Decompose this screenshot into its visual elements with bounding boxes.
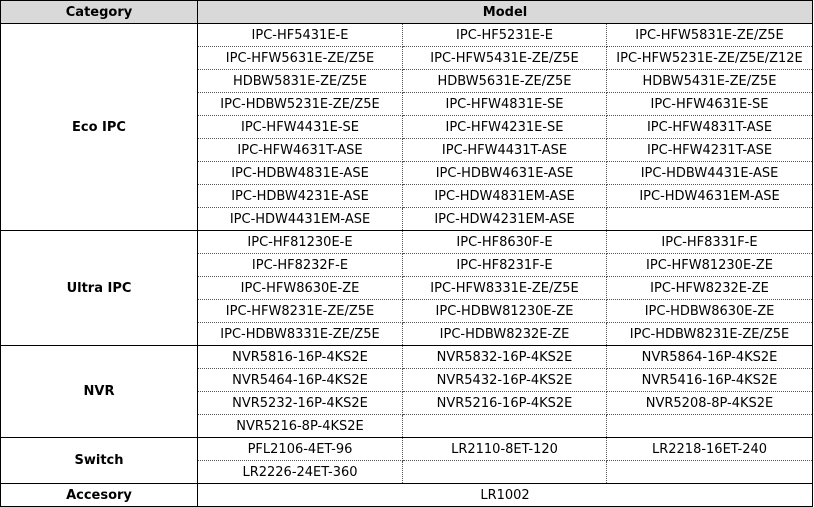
- accessory-row: [1, 484, 813, 507]
- model-cell: IPC-HDW4231EM-ASE: [403, 208, 607, 231]
- table-row: [1, 346, 813, 369]
- model-cell: IPC-HDBW4631E-ASE: [403, 162, 607, 185]
- model-cell: IPC-HFW81230E-ZE: [607, 254, 813, 277]
- table-row: [1, 24, 813, 47]
- model-cell: HDBW5631E-ZE/Z5E: [403, 70, 607, 93]
- model-cell: [607, 415, 813, 438]
- model-cell: IPC-HF8231F-E: [403, 254, 607, 277]
- model-cell: IPC-HDBW4831E-ASE: [198, 162, 403, 185]
- model-cell: IPC-HFW5231E-ZE/Z5E/Z12E: [607, 47, 813, 70]
- model-cell: IPC-HDW4831EM-ASE: [403, 185, 607, 208]
- model-cell: NVR5816-16P-4KS2E: [198, 346, 403, 369]
- model-cell: NVR5864-16P-4KS2E: [607, 346, 813, 369]
- model-cell: IPC-HFW4431E-SE: [198, 116, 403, 139]
- model-cell: NVR5416-16P-4KS2E: [607, 369, 813, 392]
- model-cell: IPC-HF8630F-E: [403, 231, 607, 254]
- table-body: [1, 1, 813, 507]
- model-cell: IPC-HFW8231E-ZE/Z5E: [198, 300, 403, 323]
- model-cell: NVR5216-16P-4KS2E: [403, 392, 607, 415]
- model-cell: IPC-HFW4431T-ASE: [403, 139, 607, 162]
- category-cell: NVR: [1, 346, 198, 438]
- model-cell: IPC-HFW8232E-ZE: [607, 277, 813, 300]
- model-cell: IPC-HFW4631T-ASE: [198, 139, 403, 162]
- header-row: [1, 1, 813, 24]
- model-cell: IPC-HDW4631EM-ASE: [607, 185, 813, 208]
- model-cell: IPC-HF8331F-E: [607, 231, 813, 254]
- model-cell: IPC-HFW4631E-SE: [607, 93, 813, 116]
- model-cell: IPC-HDW4431EM-ASE: [198, 208, 403, 231]
- model-cell: IPC-HDBW8232E-ZE: [403, 323, 607, 346]
- model-cell: PFL2106-4ET-96: [198, 438, 403, 461]
- model-cell: NVR5832-16P-4KS2E: [403, 346, 607, 369]
- model-cell: LR2218-16ET-240: [607, 438, 813, 461]
- model-cell: IPC-HFW4231T-ASE: [607, 139, 813, 162]
- model-cell: IPC-HDBW4431E-ASE: [607, 162, 813, 185]
- table-row: [1, 438, 813, 461]
- model-cell: [607, 461, 813, 484]
- model-cell: IPC-HDBW4231E-ASE: [198, 185, 403, 208]
- model-cell: LR2110-8ET-120: [403, 438, 607, 461]
- model-cell: HDBW5431E-ZE/Z5E: [607, 70, 813, 93]
- model-cell: NVR5216-8P-4KS2E: [198, 415, 403, 438]
- model-cell: [607, 208, 813, 231]
- model-cell: IPC-HDBW8630E-ZE: [607, 300, 813, 323]
- model-cell: IPC-HFW5831E-ZE/Z5E: [607, 24, 813, 47]
- model-cell: LR1002: [198, 484, 813, 507]
- model-cell: IPC-HDBW5231E-ZE/Z5E: [198, 93, 403, 116]
- model-cell: NVR5432-16P-4KS2E: [403, 369, 607, 392]
- model-cell: IPC-HFW5631E-ZE/Z5E: [198, 47, 403, 70]
- model-cell: IPC-HFW5431E-ZE/Z5E: [403, 47, 607, 70]
- model-cell: IPC-HF5231E-E: [403, 24, 607, 47]
- model-header: Model: [198, 1, 813, 24]
- model-cell: IPC-HF5431E-E: [198, 24, 403, 47]
- model-cell: NVR5232-16P-4KS2E: [198, 392, 403, 415]
- model-cell: IPC-HFW4831T-ASE: [607, 116, 813, 139]
- category-cell: Switch: [1, 438, 198, 484]
- category-cell: Accesory: [1, 484, 198, 507]
- model-cell: IPC-HDBW8331E-ZE/Z5E: [198, 323, 403, 346]
- model-cell: IPC-HFW4831E-SE: [403, 93, 607, 116]
- model-cell: IPC-HFW8331E-ZE/Z5E: [403, 277, 607, 300]
- table-row: [1, 231, 813, 254]
- model-cell: [403, 415, 607, 438]
- model-cell: IPC-HDBW8231E-ZE/Z5E: [607, 323, 813, 346]
- category-cell: Eco IPC: [1, 24, 198, 231]
- category-header: Category: [1, 1, 198, 24]
- model-cell: IPC-HFW8630E-ZE: [198, 277, 403, 300]
- model-cell: IPC-HF81230E-E: [198, 231, 403, 254]
- model-cell: NVR5208-8P-4KS2E: [607, 392, 813, 415]
- model-cell: LR2226-24ET-360: [198, 461, 403, 484]
- model-cell: IPC-HF8232F-E: [198, 254, 403, 277]
- model-cell: IPC-HFW4231E-SE: [403, 116, 607, 139]
- model-cell: IPC-HDBW81230E-ZE: [403, 300, 607, 323]
- model-cell: [403, 461, 607, 484]
- category-cell: Ultra IPC: [1, 231, 198, 346]
- model-cell: HDBW5831E-ZE/Z5E: [198, 70, 403, 93]
- model-cell: NVR5464-16P-4KS2E: [198, 369, 403, 392]
